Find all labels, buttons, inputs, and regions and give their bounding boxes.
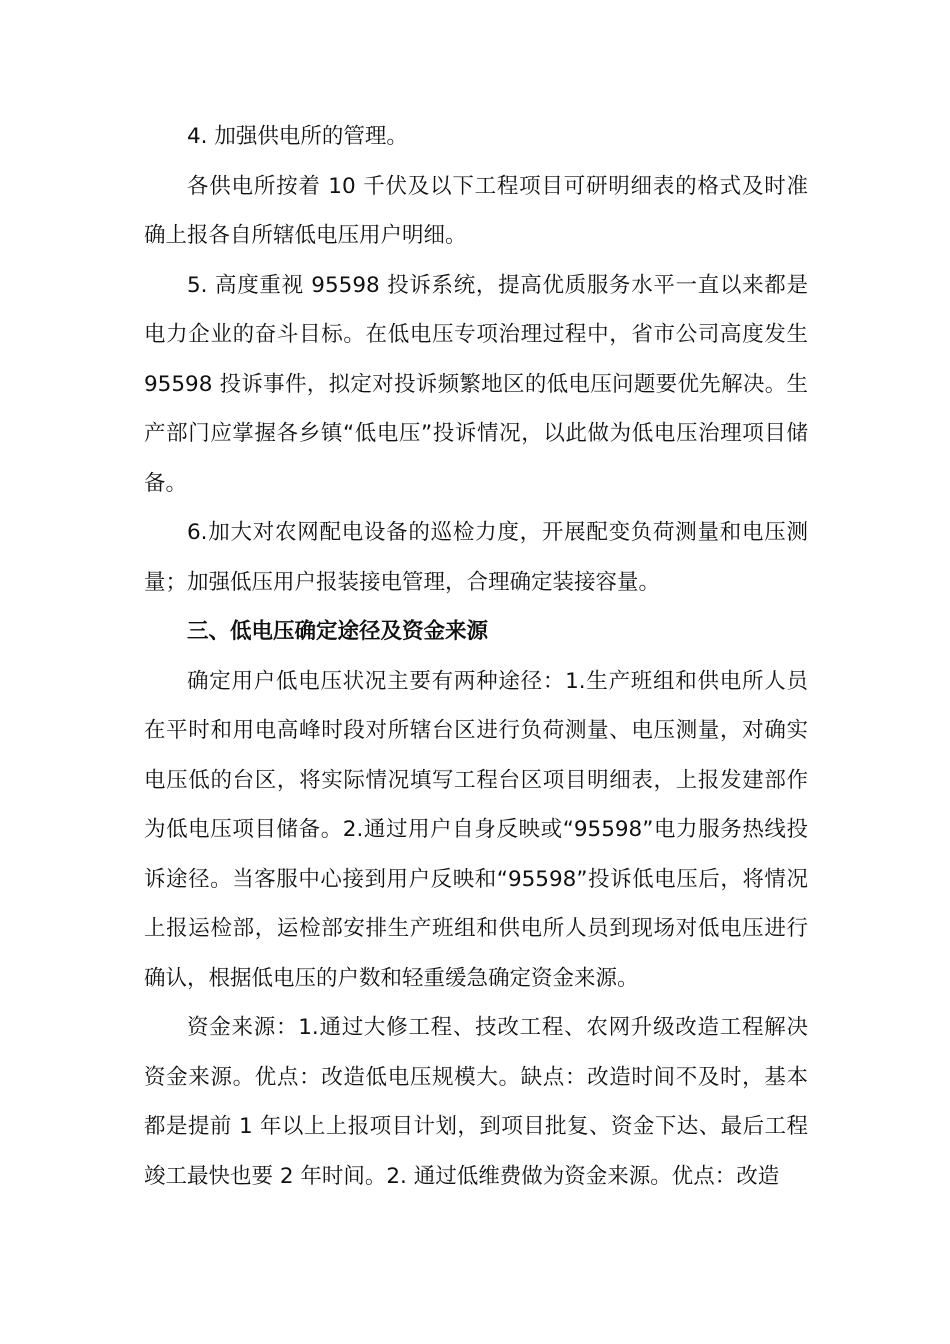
paragraph-item-5: 5. 高度重视 95598 投诉系统，提高优质服务水平一直以来都是电力企业的奋斗目标。在低电压专项治理过程中，省市公司高度发生 95598 投诉事件，拟定对投诉频繁地区的低电压问题要优先解决。生产部门应掌握各乡镇“低电压”投诉情况，以此做为低电压治理项目储备。 [144,272,808,496]
document-page [144,112,808,1201]
paragraph-item-4: 4. 加强供电所的管理。 [187,124,408,149]
paragraph-supply-station-report: 各供电所按着 10 千伏及以下工程项目可研明细表的格式及时准确上报各自所辖低电压用户明细。 [144,173,808,248]
paragraph-determination-methods: 确定用户低电压状况主要有两种途径：1.生产班组和供电所人员在平时和用电高峰时段对所辖台区进行负荷测量、电压测量，对确实电压低的台区，将实际情况填写工程台区项目明细表，上报发建部作为低电压项目储备。2.通过用户自身反映或“95598”电力服务热线投诉途径。当客服中心接到用户反映和“95598”投诉低电压后，将情况上报运检部，运检部安排生产班组和供电所人员到现场对低电压进行确认，根据低电压的户数和轻重缓急确定资金来源。 [144,668,808,991]
section-heading: 三、低电压确定途径及资金来源 [187,619,489,644]
paragraph-item-6: 6.加大对农网配电设备的巡检力度，开展配变负荷测量和电压测量；加强低压用户报装接电管理，合理确定装接容量。 [144,520,808,595]
paragraph-funding-sources: 资金来源：1.通过大修工程、技改工程、农网升级改造工程解决资金来源。优点：改造低电压规模大。缺点：改造时间不及时，基本都是提前 1 年以上上报项目计划，到项目批复、资金下达、最后工程竣工最快也要 2 年时间。2. 通过低维费做为资金来源。优点：改造 [144,1015,808,1189]
